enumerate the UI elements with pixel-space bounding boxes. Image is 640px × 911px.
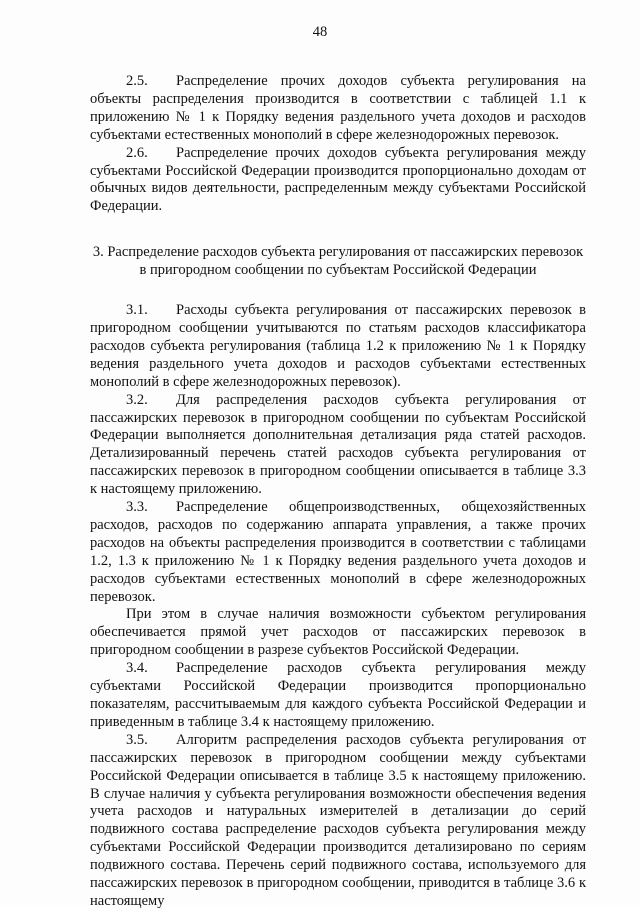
paragraph-3-3 (90, 499, 586, 606)
paragraph-3-3-continuation (90, 606, 586, 660)
paragraph-number: 2.6. (126, 144, 148, 161)
paragraph-3-4 (90, 660, 586, 732)
paragraph-text: Распределение расходов субъекта регулирования между субъектами Российской Федерации производится пропорционально показателям, рассчитываемым для каждого субъекта Российской Федерации и приведенным в таблице 3.4 к настоящему приложению. (90, 660, 586, 730)
section-heading: 3. Распределение расходов субъекта регулирования от пассажирских перевозок в пригородном сообщении по субъектам Российской Федерации (92, 244, 584, 279)
paragraph-number: 3.5. (126, 731, 148, 748)
paragraph-3-5 (90, 732, 586, 911)
paragraph-text: Расходы субъекта регулирования от пассажирских перевозок в пригородном сообщении учитываются по статьям расходов классификатора расходов субъекта регулирования (таблица 1.2 к приложению № 1 к Порядку ведения раздельного учета доходов и расходов субъектами естественных монополий в сфере железнодорожных перевозок). (90, 302, 586, 390)
document-body (90, 73, 586, 911)
page-number: 48 (312, 24, 328, 40)
paragraph-number: 3.2. (126, 391, 148, 408)
paragraph-3-2 (90, 392, 586, 499)
paragraph-text: Алгоритм распределения расходов субъекта регулирования от пассажирских перевозок в пригородном сообщении между субъектами Российской Федерации описывается в таблице 3.5 к настоящему приложению. В случае наличия у субъекта регулирования возможности обеспечения ведения учета расходов и натуральных измерителей в детализации до серий подвижного состава распределение расходов субъекта регулирования между субъектами Российской Федерации производится детализировано по сериям подвижного состава. Перечень серий подвижного состава, используемого для пассажирских перевозок в пригородном сообщении, приводится в таблице 3.6 к настоящему (90, 731, 586, 909)
paragraph-number: 3.3. (126, 499, 148, 516)
paragraph-3-1 (90, 302, 586, 392)
paragraph-number: 2.5. (126, 73, 148, 89)
paragraph-text: Распределение прочих доходов субъекта регулирования между субъектами Российской Федерации производится пропорционально доходам от обычных видов деятельности, распределенным между субъектами Российской Федерации. (90, 144, 586, 215)
paragraph-text: Для распределения расходов субъекта регулирования от пассажирских перевозок в пригородном сообщении по субъектам Российской Федерации выполняется дополнительная детализация ряда статей расходов. Детализированный перечень статей расходов субъекта регулирования от пассажирских перевозок в пригородном сообщении описывается в таблице 3.3 к настоящему приложению. (90, 391, 586, 498)
paragraph-number: 3.4. (126, 660, 148, 677)
paragraph-2-6 (90, 145, 586, 217)
paragraph-text: Распределение общепроизводственных, общехозяйственных расходов, расходов по содержанию аппарата управления, а также прочих расходов на объекты распределения производится в соответствии с таблицами 1.2, 1.3 к приложению № 1 к Порядку ведения раздельного учета доходов и расходов субъектами естественных монополий в сфере железнодорожных перевозок. (90, 499, 586, 605)
paragraph-text: Распределение прочих доходов субъекта регулирования на объекты распределения производится в соответствии с таблицей 1.1 к приложению № 1 к Порядку ведения раздельного учета доходов и расходов субъектами естественных монополий в сфере железнодорожных перевозок. (90, 73, 586, 143)
paragraph-number: 3.1. (126, 302, 148, 319)
paragraph-text: При этом в случае наличия возможности субъектом регулирования обеспечивается прямой учет расходов от пассажирских перевозок в пригородном сообщении в разрезе субъектов Российской Федерации. (90, 606, 586, 659)
paragraph-2-5 (90, 73, 586, 145)
